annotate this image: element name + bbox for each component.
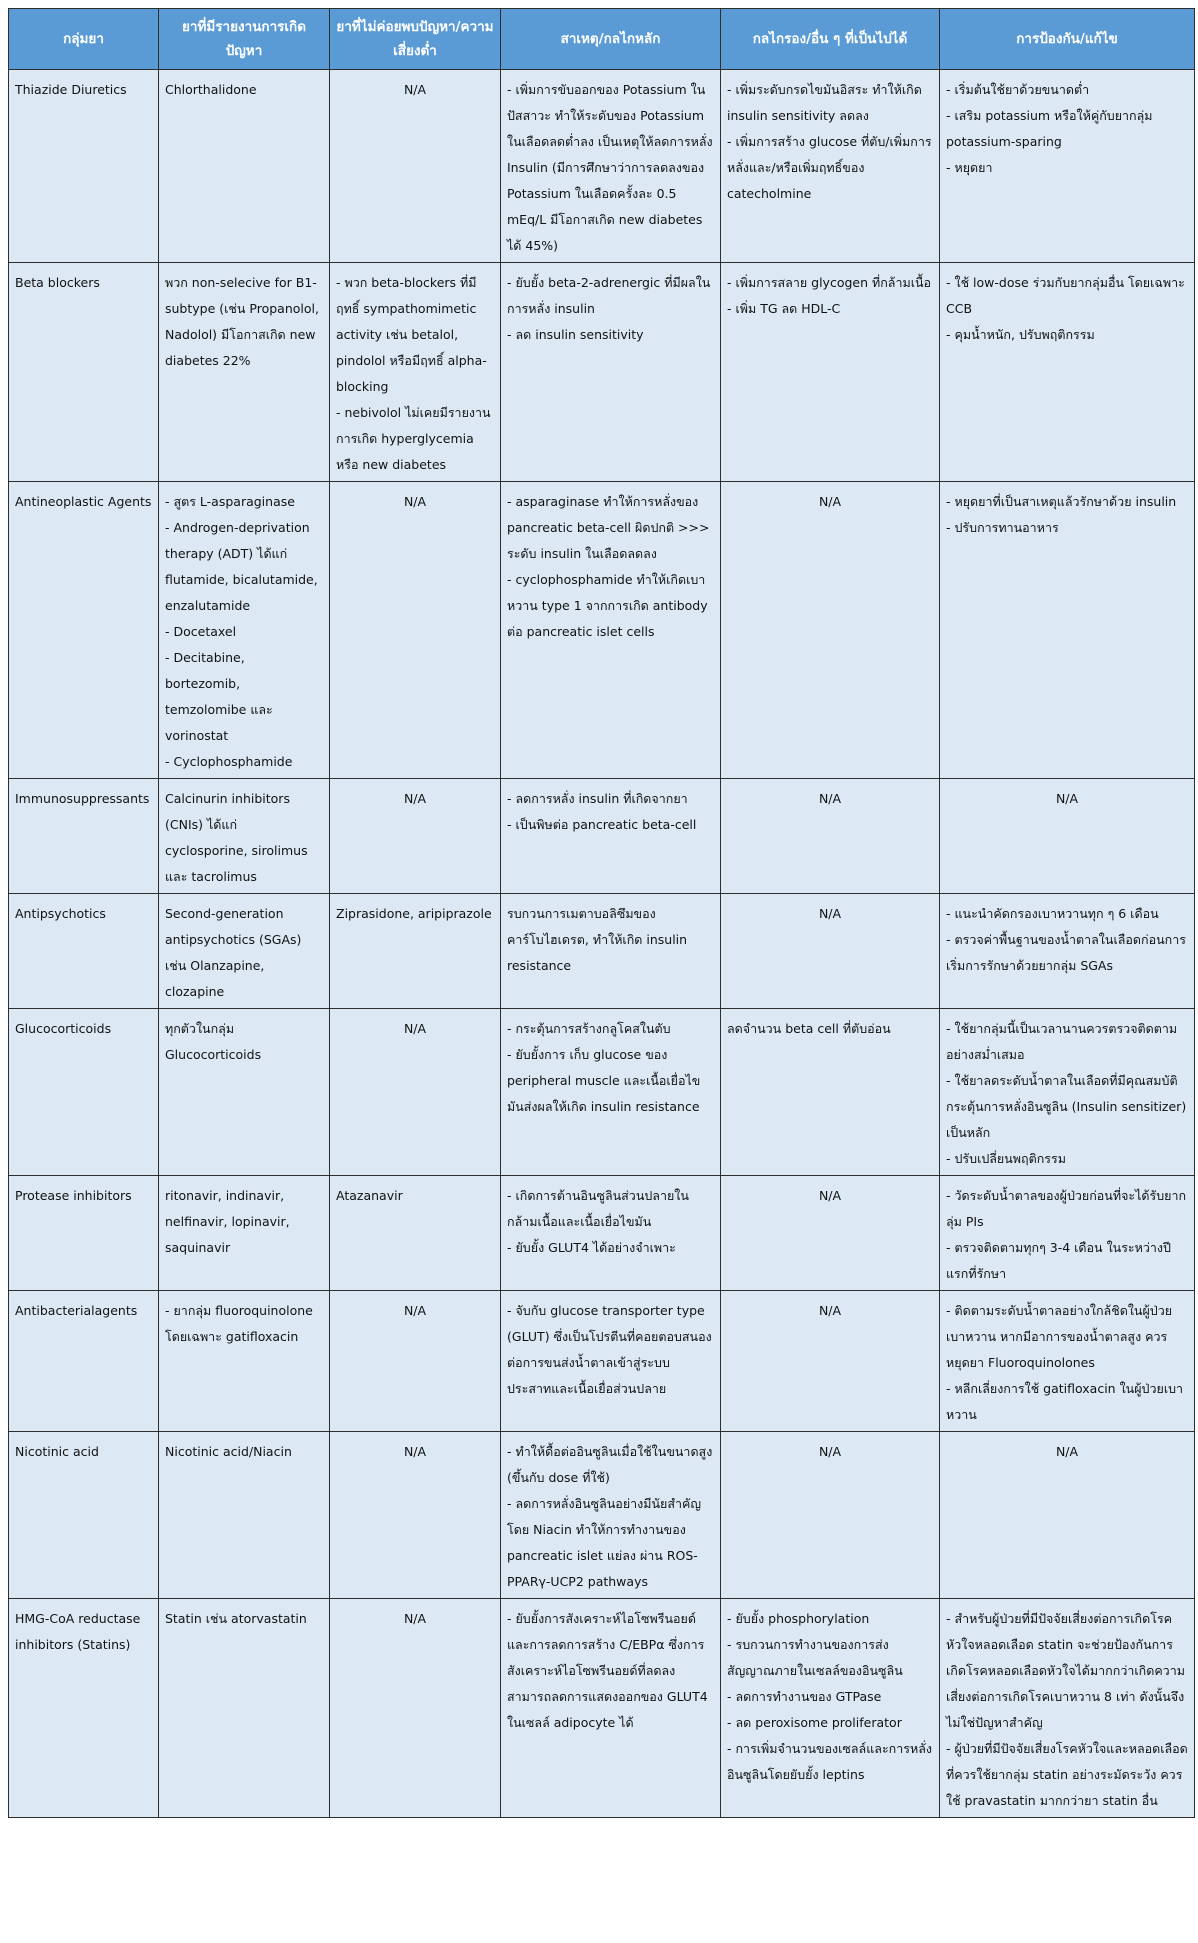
table-row	[9, 894, 1195, 1009]
cell-line: Calcinurin inhibitors (CNIs) ได้แก่ cyclosporine, sirolimus และ tacrolimus	[165, 791, 308, 884]
cell-main-mechanism	[501, 1432, 721, 1599]
cell-low-risk-drugs	[330, 1291, 501, 1432]
cell-drug-group: Antineoplastic Agents	[9, 482, 159, 779]
cell-secondary-mechanism	[721, 779, 940, 894]
cell-line: - ลดการหลั่งอินซูลินอย่างมีนัยสำคัญ	[507, 1496, 702, 1511]
cell-line: N/A	[403, 791, 427, 806]
cell-reported-drugs	[159, 1599, 330, 1818]
cell-line: พวก non-selecive for B1-subtype (เช่น Propanolol, Nadolol) มีโอกาสเกิด new diabetes 22%	[165, 275, 319, 368]
cell-line: ทุกตัวในกลุ่ม Glucocorticoids	[165, 1021, 262, 1062]
cell-line: - แนะนำคัดกรองเบาหวานทุก ๆ 6 เดือน	[946, 906, 1159, 921]
cell-line: - หยุดยาที่เป็นสาเหตุแล้วรักษาด้วย insulin	[946, 494, 1177, 509]
table-body	[9, 70, 1195, 1818]
header-row	[9, 9, 1195, 70]
cell-line: - เกิดการต้านอินซูลินส่วนปลายในกล้ามเนื้อและเนื้อเยื่อไขมัน	[507, 1188, 689, 1229]
drug-induced-diabetes-table	[8, 8, 1195, 1818]
cell-line: - หยุดยา	[946, 160, 993, 175]
cell-line: - ตรวจค่าพื้นฐานของน้ำตาลในเลือดก่อนการเริ่มการรักษาด้วยยากลุ่ม SGAs	[946, 932, 1186, 973]
header-main-mechanism: สาเหตุ/กลไกหลัก	[501, 9, 721, 70]
cell-line: - ปรับเปลี่ยนพฤติกรรม	[946, 1151, 1066, 1166]
cell-line: - ใช้ยากลุ่มนี้เป็นเวลานานควรตรวจติดตามอย่างสม่ำเสมอ	[946, 1021, 1178, 1062]
table-row	[9, 1176, 1195, 1291]
cell-line: - กระตุ้นการสร้างกลูโคสในตับ	[507, 1021, 671, 1036]
cell-reported-drugs	[159, 70, 330, 263]
table-row	[9, 1009, 1195, 1176]
cell-line: - วัดระดับน้ำตาลของผู้ป่วยก่อนที่จะได้รับยากลุ่ม PIs	[946, 1188, 1187, 1229]
cell-line: N/A	[818, 1303, 842, 1318]
cell-line: - ใช้ low-dose ร่วมกับยากลุ่มอื่น โดยเฉพาะ CCB	[946, 275, 1185, 316]
cell-main-mechanism	[501, 263, 721, 482]
cell-low-risk-drugs	[330, 70, 501, 263]
cell-prevention	[940, 1432, 1195, 1599]
cell-line: Atazanavir	[336, 1188, 403, 1203]
cell-line: - ใช้ยาลดระดับน้ำตาลในเลือดที่มีคุณสมบัติกระตุ้นการหลั่งอินซูลิน (Insulin sensitizer) เป็นหลัก	[946, 1073, 1187, 1140]
cell-line: - ยับยั้ง phosphorylation	[727, 1611, 870, 1626]
cell-low-risk-drugs	[330, 1599, 501, 1818]
cell-line: - เป็นพิษต่อ pancreatic beta-cell	[507, 817, 697, 832]
cell-line: ritonavir, indinavir, nelfinavir, lopinavir, saquinavir	[165, 1188, 290, 1255]
cell-line: - Cyclophosphamide	[165, 754, 293, 769]
cell-prevention	[940, 482, 1195, 779]
cell-line: - nebivolol ไม่เคยมีรายงานการเกิด hyperglycemia หรือ new diabetes	[336, 405, 491, 472]
cell-main-mechanism	[501, 779, 721, 894]
cell-line: N/A	[818, 1444, 842, 1459]
cell-low-risk-drugs	[330, 1009, 501, 1176]
cell-line: - หลีกเลี่ยงการใช้ gatifloxacin ในผู้ป่วยเบาหวาน	[946, 1381, 1184, 1422]
cell-line: โดย Niacin ทำให้การทำงานของ pancreatic islet แย่ลง ผ่าน ROS-PPARγ-UCP2 pathways	[507, 1522, 698, 1589]
cell-prevention	[940, 1176, 1195, 1291]
cell-line: N/A	[818, 1188, 842, 1203]
cell-line: - ปรับการทานอาหาร	[946, 520, 1059, 535]
cell-line: - รบกวนการทำงานของการส่งสัญญาณภายในเซลล์ของอินซูลิน	[727, 1637, 903, 1678]
cell-line: - ทำให้ดื้อต่ออินซูลินเมื่อใช้ในขนาดสูง (ขึ้นกับ dose ที่ใช้)	[507, 1444, 713, 1485]
cell-line: - การเพิ่มจำนวนของเซลล์และการหลั่งอินซูลินโดยยับยั้ง leptins	[727, 1741, 932, 1782]
cell-line: Statin เช่น atorvastatin	[165, 1611, 307, 1626]
cell-line: - Androgen-deprivation therapy (ADT) ได้แก่ flutamide, bicalutamide, enzalutamide	[165, 520, 318, 613]
cell-secondary-mechanism	[721, 1599, 940, 1818]
cell-line: Ziprasidone, aripiprazole	[336, 906, 492, 921]
table-row	[9, 482, 1195, 779]
table-row	[9, 1599, 1195, 1818]
cell-line: N/A	[818, 906, 842, 921]
table-row	[9, 1291, 1195, 1432]
header-secondary-mechanism: กลไกรอง/อื่น ๆ ที่เป็นไปได้	[721, 9, 940, 70]
cell-line: - เพิ่มการสร้าง glucose ที่ตับ/เพิ่มการหลั่งและ/หรือเพิ่มฤทธิ์ของ catecholmine	[727, 134, 932, 201]
cell-drug-group: Beta blockers	[9, 263, 159, 482]
cell-reported-drugs	[159, 779, 330, 894]
cell-reported-drugs	[159, 263, 330, 482]
cell-line: - ยับยั้ง beta-2-adrenergic ที่มีผลในการหลั่ง insulin	[507, 275, 711, 316]
cell-low-risk-drugs	[330, 263, 501, 482]
cell-line: Chlorthalidone	[165, 82, 257, 97]
cell-line: รบกวนการเมตาบอลิซึมของคาร์โบไฮเดรต, ทำให้เกิด insulin resistance	[507, 906, 688, 973]
cell-line: - ติดตามระดับน้ำตาลอย่างใกล้ชิดในผู้ป่วยเบาหวาน หากมีอาการของน้ำตาลสูง ควรหยุดยา Fluoroquinolones	[946, 1303, 1173, 1370]
cell-reported-drugs	[159, 1291, 330, 1432]
cell-secondary-mechanism	[721, 894, 940, 1009]
cell-line: N/A	[403, 1303, 427, 1318]
table-row	[9, 70, 1195, 263]
cell-main-mechanism	[501, 894, 721, 1009]
cell-line: - เสริม potassium หรือให้คู่กับยากลุ่ม potassium-sparing	[946, 108, 1153, 149]
cell-line: N/A	[1055, 791, 1079, 806]
cell-main-mechanism	[501, 482, 721, 779]
cell-line: - ลดการทำงานของ GTPase	[727, 1689, 882, 1704]
cell-line: - เพิ่มการขับออกของ Potassium ในปัสสาวะ ทำให้ระดับของ Potassium ในเลือดลดต่ำลง เป็นเหตุให้ลดการหลั่ง Insulin (มีการศึกษาว่าการลดลงของ Potassium ในเลือดครั้งละ 0.5 mEq/L มีโอกาสเกิด new diabetes ได้ 45%)	[507, 82, 713, 253]
cell-prevention	[940, 70, 1195, 263]
cell-line: - ลด insulin sensitivity	[507, 327, 644, 342]
header-low-risk-drugs: ยาที่ไม่ค่อยพบปัญหา/ความเสี่ยงต่ำ	[330, 9, 501, 70]
cell-line: - ยับยั้งการสังเคราะห์ไอโซพรีนอยด์และการลดการสร้าง C/EBPα ซึ่งการสังเคราะห์ไอโซพรีนอยด์ที่ลดลงสามารถลดการแสดงออกของ GLUT4 ในเซลล์ adipocyte ได้	[507, 1611, 708, 1730]
cell-drug-group: Antibacterialagents	[9, 1291, 159, 1432]
cell-line: N/A	[1055, 1444, 1079, 1459]
cell-secondary-mechanism	[721, 1176, 940, 1291]
header-reported-drugs: ยาที่มีรายงานการเกิดปัญหา	[159, 9, 330, 70]
cell-main-mechanism	[501, 70, 721, 263]
cell-line: N/A	[403, 1021, 427, 1036]
cell-secondary-mechanism	[721, 70, 940, 263]
cell-line: - ลด peroxisome proliferator	[727, 1715, 902, 1730]
cell-low-risk-drugs	[330, 1432, 501, 1599]
cell-prevention	[940, 1599, 1195, 1818]
cell-line: - ยับยั้งการ เก็บ glucose ของ peripheral muscle และเนื้อเยื่อไขมันส่งผลให้เกิด insulin resistance	[507, 1047, 701, 1114]
cell-main-mechanism	[501, 1009, 721, 1176]
cell-line: - เพิ่มระดับกรดไขมันอิสระ ทำให้เกิด insulin sensitivity ลดลง	[727, 82, 922, 123]
cell-line: - ยากลุ่ม fluoroquinolone โดยเฉพาะ gatifloxacin	[165, 1303, 313, 1344]
table-header	[9, 9, 1195, 70]
cell-line: - สูตร L-asparaginase	[165, 494, 295, 509]
cell-secondary-mechanism	[721, 1009, 940, 1176]
cell-line: - Decitabine, bortezomib, temzolomibe และ vorinostat	[165, 650, 273, 743]
cell-prevention	[940, 1009, 1195, 1176]
cell-line: - ผู้ป่วยที่มีปัจจัยเสี่ยงโรคหัวใจและหลอดเลือดที่ควรใช้ยากลุ่ม statin อย่างระมัดระวัง ควรใช้ pravastatin มากกว่ายา statin อื่น	[946, 1741, 1188, 1808]
cell-drug-group: Nicotinic acid	[9, 1432, 159, 1599]
cell-low-risk-drugs	[330, 894, 501, 1009]
cell-drug-group: Protease inhibitors	[9, 1176, 159, 1291]
cell-line: N/A	[403, 1611, 427, 1626]
cell-line: N/A	[403, 494, 427, 509]
cell-line: ลดจำนวน beta cell ที่ตับอ่อน	[727, 1021, 891, 1036]
cell-low-risk-drugs	[330, 482, 501, 779]
cell-secondary-mechanism	[721, 482, 940, 779]
header-drug-group: กลุ่มยา	[9, 9, 159, 70]
cell-main-mechanism	[501, 1291, 721, 1432]
cell-line: - จับกับ glucose transporter type (GLUT) ซึ่งเป็นโปรตีนที่คอยตอบสนองต่อการขนส่งน้ำตาลเข้าสู่ระบบประสาทและเนื้อเยื่อส่วนปลาย	[507, 1303, 712, 1396]
cell-line: - ยับยั้ง GLUT4 ได้อย่างจำเพาะ	[507, 1240, 676, 1255]
cell-line: - เริ่มต้นใช้ยาด้วยขนาดต่ำ	[946, 82, 1090, 97]
cell-reported-drugs	[159, 1432, 330, 1599]
cell-line: - asparaginase ทำให้การหลั่งของ pancreatic beta-cell ผิดปกติ >>> ระดับ insulin ในเลือดลดลง	[507, 494, 710, 561]
cell-prevention	[940, 263, 1195, 482]
cell-low-risk-drugs	[330, 1176, 501, 1291]
cell-reported-drugs	[159, 482, 330, 779]
cell-reported-drugs	[159, 894, 330, 1009]
cell-line: N/A	[818, 791, 842, 806]
cell-secondary-mechanism	[721, 1291, 940, 1432]
cell-secondary-mechanism	[721, 1432, 940, 1599]
cell-drug-group: Glucocorticoids	[9, 1009, 159, 1176]
cell-main-mechanism	[501, 1176, 721, 1291]
header-prevention: การป้องกัน/แก้ไข	[940, 9, 1195, 70]
cell-drug-group: Antipsychotics	[9, 894, 159, 1009]
cell-line: N/A	[403, 1444, 427, 1459]
cell-secondary-mechanism	[721, 263, 940, 482]
cell-line: N/A	[403, 82, 427, 97]
cell-reported-drugs	[159, 1009, 330, 1176]
cell-line: - สำหรับผู้ป่วยที่มีปัจจัยเสี่ยงต่อการเกิดโรคหัวใจหลอดเลือด statin จะช่วยป้องกันการเกิดโรคหลอดเลือดหัวใจได้มากกว่าเกิดความเสี่ยงต่อการเกิดโรคเบาหวาน 8 เท่า ดังนั้นจึงไม่ใช่ปัญหาสำคัญ	[946, 1611, 1185, 1730]
cell-drug-group: Immunosuppressants	[9, 779, 159, 894]
table-row	[9, 1432, 1195, 1599]
cell-line: - เพิ่ม TG ลด HDL-C	[727, 301, 841, 316]
cell-line: - ตรวจติดตามทุกๆ 3-4 เดือน ในระหว่างปีแรกที่รักษา	[946, 1240, 1171, 1281]
cell-line: - พวก beta-blockers ที่มีฤทธิ์ sympathomimetic activity เช่น betalol, pindolol หรือมีฤทธิ์ alpha-blocking	[336, 275, 487, 394]
cell-reported-drugs	[159, 1176, 330, 1291]
cell-prevention	[940, 779, 1195, 894]
table-row	[9, 779, 1195, 894]
cell-prevention	[940, 1291, 1195, 1432]
cell-line: - Docetaxel	[165, 624, 237, 639]
cell-low-risk-drugs	[330, 779, 501, 894]
cell-line: Nicotinic acid/Niacin	[165, 1444, 292, 1459]
cell-line: - เพิ่มการสลาย glycogen ที่กล้ามเนื้อ	[727, 275, 932, 290]
table-row	[9, 263, 1195, 482]
cell-prevention	[940, 894, 1195, 1009]
cell-line: - ลดการหลั่ง insulin ที่เกิดจากยา	[507, 791, 688, 806]
cell-main-mechanism	[501, 1599, 721, 1818]
cell-line: Second-generation antipsychotics (SGAs) เช่น Olanzapine, clozapine	[165, 906, 302, 999]
cell-drug-group: HMG-CoA reductase inhibitors (Statins)	[9, 1599, 159, 1818]
drug-induced-diabetes-table-container	[8, 8, 1194, 1818]
cell-line: N/A	[818, 494, 842, 509]
cell-line: - cyclophosphamide ทำให้เกิดเบาหวาน type 1 จากการเกิด antibody ต่อ pancreatic islet cells	[507, 572, 708, 639]
cell-line: - คุมน้ำหนัก, ปรับพฤติกรรม	[946, 327, 1095, 342]
cell-drug-group: Thiazide Diuretics	[9, 70, 159, 263]
